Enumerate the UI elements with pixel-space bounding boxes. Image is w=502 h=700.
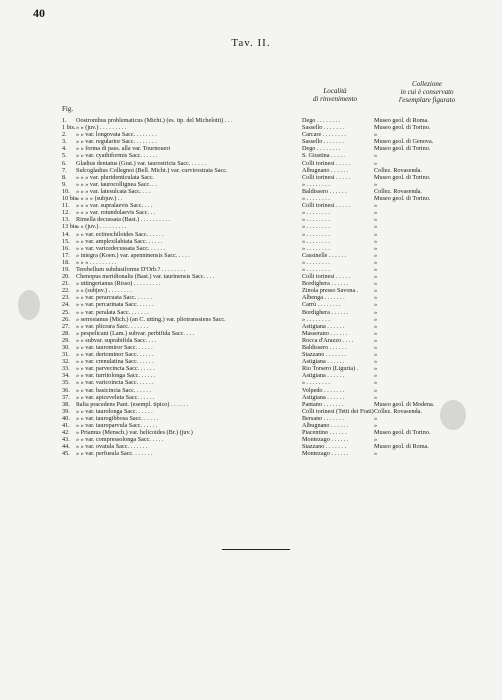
row-locality: Dego . . . . . . . . bbox=[302, 117, 341, 124]
row-fig: 1 bis. bbox=[62, 124, 76, 132]
table-row bbox=[62, 408, 482, 415]
table-row bbox=[62, 394, 482, 401]
row-description: » » var. turritolonga Sacc. . . . . . bbox=[76, 372, 156, 380]
header-localita bbox=[300, 87, 370, 103]
row-locality: Volpedo . . . . . . . bbox=[302, 386, 345, 394]
row-locality: Rocca d'Arazzo . . . . bbox=[302, 336, 354, 344]
row-fig: 20. bbox=[62, 273, 70, 281]
row-collection: » bbox=[374, 273, 378, 281]
row-description: » » var. tauromiror Sacc. . . . . . bbox=[76, 344, 153, 351]
row-locality: Bersano . . . . . . . bbox=[302, 414, 344, 422]
row-description: » » (subjuv.) . . . . . . . . bbox=[76, 287, 132, 295]
row-locality: Piacentino . . . . . . bbox=[302, 429, 347, 437]
table-row bbox=[62, 337, 482, 344]
row-collection: » bbox=[374, 265, 378, 273]
row-collection: » bbox=[374, 322, 378, 330]
row-description: » Priamus (Mensch.) var. helicoides (Br.) (juv.) bbox=[76, 429, 193, 437]
row-collection: » bbox=[374, 436, 378, 444]
row-description: » » var. perfusula Sacc. . . . . . . bbox=[76, 450, 153, 458]
row-description: » » var. tauroparvula Sacc. . . . . . bbox=[76, 422, 158, 430]
row-description: » » » var. supralaevis Sacc. . . . bbox=[76, 202, 153, 210]
table-row bbox=[62, 167, 482, 174]
table-row bbox=[62, 209, 482, 216]
row-locality: Sassello . . . . . . . bbox=[302, 138, 344, 146]
table-row bbox=[62, 181, 482, 188]
row-locality: Astigiana . . . . . . bbox=[302, 358, 345, 366]
header-collezione-line3: l'esemplare figurato bbox=[398, 96, 456, 104]
table-row bbox=[62, 316, 482, 323]
row-fig: 26. bbox=[62, 315, 70, 323]
row-fig: 32. bbox=[62, 358, 70, 366]
row-description: » » var. peralata Sacc. . . . . . . bbox=[76, 308, 149, 316]
row-description: » » var. amplexilabiata Sacc. . . . . . bbox=[76, 237, 163, 245]
scan-smudge bbox=[18, 290, 40, 320]
row-locality: Montezago . . . . . . bbox=[302, 450, 349, 458]
row-fig: 6. bbox=[62, 159, 67, 167]
row-locality: Albugnano . . . . . . bbox=[302, 422, 349, 430]
row-fig: 13. bbox=[62, 216, 70, 224]
row-locality: Sassello . . . . . . . bbox=[302, 124, 344, 132]
closing-rule bbox=[222, 549, 290, 550]
row-fig: 22. bbox=[62, 287, 70, 295]
row-description: » » » var. latesulcata Sacc. . . . bbox=[76, 187, 151, 195]
row-fig: 34. bbox=[62, 372, 70, 380]
row-description: » » » var. pluridenticulata Sacc. bbox=[76, 173, 155, 181]
row-description: » » forma di pass. alla var. Tournoueri bbox=[76, 145, 171, 153]
row-locality: Cassinelle . . . . . . bbox=[302, 251, 346, 259]
row-fig: 4. bbox=[62, 145, 67, 153]
row-description: » » » » (subjuv.) . . bbox=[76, 195, 123, 203]
row-fig: 8. bbox=[62, 173, 67, 181]
row-description: » » var. cyathiformis Sacc. . . . . . bbox=[76, 152, 158, 160]
table-row bbox=[62, 117, 482, 124]
row-collection: » bbox=[374, 386, 378, 394]
row-locality: » . . . . . . . . bbox=[302, 195, 330, 203]
row-locality: » . . . . . . . . bbox=[302, 209, 330, 217]
table-row bbox=[62, 188, 482, 195]
row-locality: Montezago . . . . . . bbox=[302, 436, 349, 444]
table-row bbox=[62, 287, 482, 294]
row-locality: Colli torinesi (Tetti dei Frati) bbox=[302, 407, 374, 415]
row-collection: » bbox=[374, 422, 378, 430]
row-collection: Collez. Rovasenda. bbox=[374, 187, 422, 195]
row-locality: Carcare . . . . . . . . bbox=[302, 131, 346, 139]
row-fig: 24. bbox=[62, 301, 70, 309]
table-row bbox=[62, 429, 482, 436]
header-localita-line1: Località bbox=[323, 87, 347, 95]
row-collection: » bbox=[374, 336, 378, 344]
row-collection: » bbox=[374, 301, 378, 309]
row-fig: 16. bbox=[62, 244, 70, 252]
row-description: » » var. basicincta Sacc. . . . . . bbox=[76, 386, 151, 394]
row-fig: 25. bbox=[62, 308, 70, 316]
row-locality: Colli torinesi . . . . . bbox=[302, 173, 350, 181]
row-fig: 40. bbox=[62, 414, 70, 422]
table-row bbox=[62, 351, 482, 358]
row-collection: » bbox=[374, 379, 378, 387]
row-collection: » bbox=[374, 372, 378, 380]
row-locality: » . . . . . . . . bbox=[302, 379, 330, 387]
row-locality: Astigiana . . . . . . bbox=[302, 372, 345, 380]
table-row bbox=[62, 372, 482, 379]
row-collection: Collez. Rovasenda. bbox=[374, 166, 422, 174]
row-fig: 35. bbox=[62, 379, 70, 387]
row-locality: Albugnano . . . . . . bbox=[302, 166, 349, 174]
table-row bbox=[62, 238, 482, 245]
table-row bbox=[62, 252, 482, 259]
row-collection: » bbox=[374, 287, 378, 295]
page-number: 40 bbox=[33, 6, 45, 20]
row-collection: Museo geol. di Torino. bbox=[374, 195, 431, 203]
row-fig: 12. bbox=[62, 209, 70, 217]
header-collezione-line1: Collezione bbox=[412, 80, 442, 88]
row-collection: Museo geol. di Modena. bbox=[374, 400, 435, 408]
row-fig: 43. bbox=[62, 436, 70, 444]
row-collection: » bbox=[374, 216, 378, 224]
row-locality: Bordighera . . . . . . bbox=[302, 308, 349, 316]
row-locality: Dego . . . . . . . . bbox=[302, 145, 341, 153]
table-row bbox=[62, 195, 482, 202]
row-fig: 1. bbox=[62, 117, 67, 124]
row-description: Terebellum subdusiforme D'Orb.? . . . . . . . . bbox=[76, 265, 186, 273]
row-description: » pespelicani (Lam.) subvar. perbifida Sacc. . . . bbox=[76, 329, 195, 337]
row-collection: » bbox=[374, 159, 378, 167]
table-row bbox=[62, 152, 482, 159]
row-locality: Stazzano . . . . . . . bbox=[302, 443, 346, 451]
row-description: » » var. perarcuata Sacc. . . . . . bbox=[76, 294, 152, 302]
row-collection: » bbox=[374, 329, 378, 337]
row-fig: 21. bbox=[62, 280, 70, 288]
row-description: » » var. longovata Sacc. . . . . . . . bbox=[76, 131, 157, 139]
table-row bbox=[62, 301, 482, 308]
row-collection: » bbox=[374, 230, 378, 238]
row-locality: » . . . . . . . . bbox=[302, 237, 330, 245]
row-description: » » var. varicoincta Sacc. . . . . . bbox=[76, 379, 154, 387]
row-fig: 5. bbox=[62, 152, 67, 160]
row-description: » » var. crenulatina Sacc. . . . . . bbox=[76, 358, 154, 366]
row-collection: » bbox=[374, 180, 378, 188]
row-fig: 18. bbox=[62, 258, 70, 266]
row-description: » integra (Koen.) var. apenninensis Sacc. . . . . bbox=[76, 251, 190, 259]
table-row bbox=[62, 216, 482, 223]
row-description: » » var. taurogibbosa Sacc. . . . . . bbox=[76, 414, 159, 422]
header-localita-line2: di rinvenimento bbox=[312, 95, 358, 103]
row-collection: Museo geol. di Torino. bbox=[374, 124, 431, 132]
row-description: » » var. dertominor Sacc. . . . . . bbox=[76, 351, 154, 359]
table-row bbox=[62, 358, 482, 365]
row-locality: » . . . . . . . . bbox=[302, 265, 330, 273]
row-collection: Museo geol. di Torino. bbox=[374, 145, 431, 153]
table-row bbox=[62, 231, 482, 238]
figure-table bbox=[62, 117, 482, 458]
row-locality: Bordighera . . . . . . bbox=[302, 280, 349, 288]
row-description: » » var. ectinochiloides Sacc. . . . . . bbox=[76, 230, 164, 238]
row-description: » » var. taurolonga Sacc. . . . . . bbox=[76, 407, 153, 415]
table-row bbox=[62, 379, 482, 386]
row-collection: » bbox=[374, 358, 378, 366]
row-collection: » bbox=[374, 258, 378, 266]
header-fig: Fig. bbox=[62, 105, 74, 113]
table-row bbox=[62, 450, 482, 457]
table-row bbox=[62, 323, 482, 330]
row-locality: Colli torinesi . . . . . bbox=[302, 273, 350, 281]
table-row bbox=[62, 415, 482, 422]
row-fig: 31. bbox=[62, 351, 70, 359]
table-row bbox=[62, 436, 482, 443]
table-row bbox=[62, 422, 482, 429]
row-fig: 7. bbox=[62, 166, 67, 174]
row-fig: 3. bbox=[62, 138, 67, 146]
table-row bbox=[62, 443, 482, 450]
table-row bbox=[62, 387, 482, 394]
row-locality: Baldissero . . . . . . bbox=[302, 344, 347, 351]
row-fig: 14. bbox=[62, 230, 70, 238]
row-fig: 17. bbox=[62, 251, 70, 259]
table-row bbox=[62, 202, 482, 209]
row-fig: 2. bbox=[62, 131, 67, 139]
row-fig: 37. bbox=[62, 393, 70, 401]
table-row bbox=[62, 344, 482, 351]
row-fig: 30. bbox=[62, 344, 70, 351]
row-description: » » var. varicedecussata Sacc. . . . . . bbox=[76, 244, 165, 252]
table-row bbox=[62, 223, 482, 230]
row-fig: 33. bbox=[62, 365, 70, 373]
row-collection: » bbox=[374, 315, 378, 323]
table-row bbox=[62, 131, 482, 138]
row-locality: Stazzano . . . . . . . bbox=[302, 351, 346, 359]
table-row bbox=[62, 330, 482, 337]
table-row bbox=[62, 174, 482, 181]
row-collection: » bbox=[374, 152, 378, 160]
row-description: » » var. parvecincta Sacc. . . . . . bbox=[76, 365, 155, 373]
row-description: » » var. apiceveluta Sacc. . . . . . bbox=[76, 393, 155, 401]
row-locality: Astigiana . . . . . . bbox=[302, 393, 345, 401]
row-description: Italia pracedens Pant. (esempl. tipico) . . . . . . bbox=[76, 400, 189, 408]
row-fig: 9. bbox=[62, 180, 67, 188]
row-locality: Colli torinesi . . . . . bbox=[302, 159, 350, 167]
row-collection: Museo geol. di Torino. bbox=[374, 429, 431, 437]
row-fig: 44. bbox=[62, 443, 70, 451]
row-description: » » (juv.) . . . . . . . . . bbox=[76, 124, 127, 132]
row-fig: 23. bbox=[62, 294, 70, 302]
row-collection: Collez. Rovasenda. bbox=[374, 407, 422, 415]
table-row bbox=[62, 294, 482, 301]
table-row bbox=[62, 273, 482, 280]
row-description: Gladius dentatus (Grat.) var. taurostricta Sacc. . . . . . bbox=[76, 159, 206, 167]
row-description: Sulcogladius Collegnoi (Bell. Micht.) var. curvirostrata Sacc. bbox=[76, 166, 228, 174]
row-fig: 36. bbox=[62, 386, 70, 394]
row-collection: Museo geol. di Torino. bbox=[374, 173, 431, 181]
header-collezione bbox=[372, 80, 482, 104]
row-collection: Museo geol. di Roma. bbox=[374, 443, 429, 451]
row-collection: » bbox=[374, 280, 378, 288]
row-fig: 39. bbox=[62, 407, 70, 415]
row-collection: » bbox=[374, 450, 378, 458]
row-collection: » bbox=[374, 393, 378, 401]
row-locality: » . . . . . . . . bbox=[302, 216, 330, 224]
table-row bbox=[62, 259, 482, 266]
row-collection: » bbox=[374, 223, 378, 231]
row-fig: 42. bbox=[62, 429, 70, 437]
row-description: Oostrombus problematicus (Micht.) (es. tip. del Michelotti) . . . bbox=[76, 117, 233, 124]
row-fig: 27. bbox=[62, 322, 70, 330]
row-collection: Museo geol. di Genova. bbox=[374, 138, 434, 146]
row-collection: » bbox=[374, 294, 378, 302]
row-locality: » . . . . . . . . bbox=[302, 315, 330, 323]
row-description: » » var. regularior Sacc. . . . . . . . bbox=[76, 138, 157, 146]
row-locality: Astigiana . . . . . . bbox=[302, 322, 345, 330]
row-description: Chenopus meridionalis (Bast.) var. taurinensis Sacc. . . . bbox=[76, 273, 215, 281]
row-locality: » . . . . . . . . bbox=[302, 230, 330, 238]
table-row bbox=[62, 124, 482, 131]
row-description: » » var. plicrara Sacc. . . . . . . bbox=[76, 322, 149, 330]
row-locality: Carrù . . . . . . . . bbox=[302, 301, 341, 309]
row-locality: » . . . . . . . . bbox=[302, 223, 330, 231]
header-collezione-line2: in cui è conservato bbox=[400, 88, 454, 96]
row-fig: 10. bbox=[62, 187, 70, 195]
row-description: » » var. ovatula Sacc. . . . . . . bbox=[76, 443, 148, 451]
row-description: » » (juv.) . . . . . . . . . bbox=[76, 223, 127, 231]
row-collection: » bbox=[374, 351, 378, 359]
row-collection: » bbox=[374, 237, 378, 245]
row-locality: » . . . . . . . . bbox=[302, 244, 330, 252]
table-row bbox=[62, 266, 482, 273]
row-locality: » . . . . . . . . bbox=[302, 258, 330, 266]
row-locality: » . . . . . . . . bbox=[302, 180, 330, 188]
row-locality: S. Giustina . . . . . bbox=[302, 152, 345, 160]
table-row bbox=[62, 280, 482, 287]
row-collection: » bbox=[374, 202, 378, 210]
row-collection: » bbox=[374, 209, 378, 217]
row-collection: » bbox=[374, 131, 378, 139]
table-row bbox=[62, 145, 482, 152]
row-locality: Baldissero . . . . . . bbox=[302, 187, 347, 195]
row-collection: » bbox=[374, 308, 378, 316]
table-row bbox=[62, 401, 482, 408]
row-locality: Colli torinesi . . . . . bbox=[302, 202, 350, 210]
row-locality: Pantano . . . . . . . bbox=[302, 400, 344, 408]
row-collection: » bbox=[374, 414, 378, 422]
row-description: » » subvar. suprabifida Sacc. . . . bbox=[76, 336, 157, 344]
row-locality: Zinola presso Savona . bbox=[302, 287, 359, 295]
row-locality: Rio Torsero (Liguria) . bbox=[302, 365, 359, 373]
row-fig: 45. bbox=[62, 450, 70, 458]
row-description: » » » . . . . . . . . . bbox=[76, 258, 117, 266]
row-fig: 38. bbox=[62, 400, 70, 408]
row-collection: » bbox=[374, 251, 378, 259]
row-description: » uttingerianus (Risso) . . . . . . . . . bbox=[76, 280, 161, 288]
row-locality: Masserano . . . . . . bbox=[302, 329, 348, 337]
table-row bbox=[62, 138, 482, 145]
row-collection: » bbox=[374, 344, 378, 351]
row-description: » » » var. rotundolaevis Sacc. . . bbox=[76, 209, 156, 217]
row-description: » » » var. taurocollignea Sacc. . . bbox=[76, 180, 157, 188]
row-description: » serresianus (Mich.) (an C. utting.) var. pliotranssiens Sacc. bbox=[76, 315, 226, 323]
row-fig: 11. bbox=[62, 202, 70, 210]
row-fig: 15. bbox=[62, 237, 70, 245]
row-fig: 28. bbox=[62, 329, 70, 337]
row-collection: Museo geol. di Roma. bbox=[374, 117, 429, 124]
row-locality: Albenga . . . . . . . bbox=[302, 294, 345, 302]
row-fig: 13 bis. bbox=[62, 223, 79, 231]
table-row bbox=[62, 309, 482, 316]
row-collection: » bbox=[374, 244, 378, 252]
row-description: Rimella decussata (Bast.) . . . . . . . . . . bbox=[76, 216, 170, 224]
row-fig: 29. bbox=[62, 336, 70, 344]
row-collection: » bbox=[374, 365, 378, 373]
row-fig: 10 bis. bbox=[62, 195, 79, 203]
table-row bbox=[62, 245, 482, 252]
row-description: » » var. compressolonga Sacc. . . . . bbox=[76, 436, 164, 444]
table-row bbox=[62, 160, 482, 167]
row-description: » » var. percarinata Sacc. . . . . . bbox=[76, 301, 154, 309]
table-row bbox=[62, 365, 482, 372]
row-fig: 19. bbox=[62, 265, 70, 273]
plate-title: Tav. II. bbox=[231, 37, 271, 49]
row-fig: 41. bbox=[62, 422, 70, 430]
